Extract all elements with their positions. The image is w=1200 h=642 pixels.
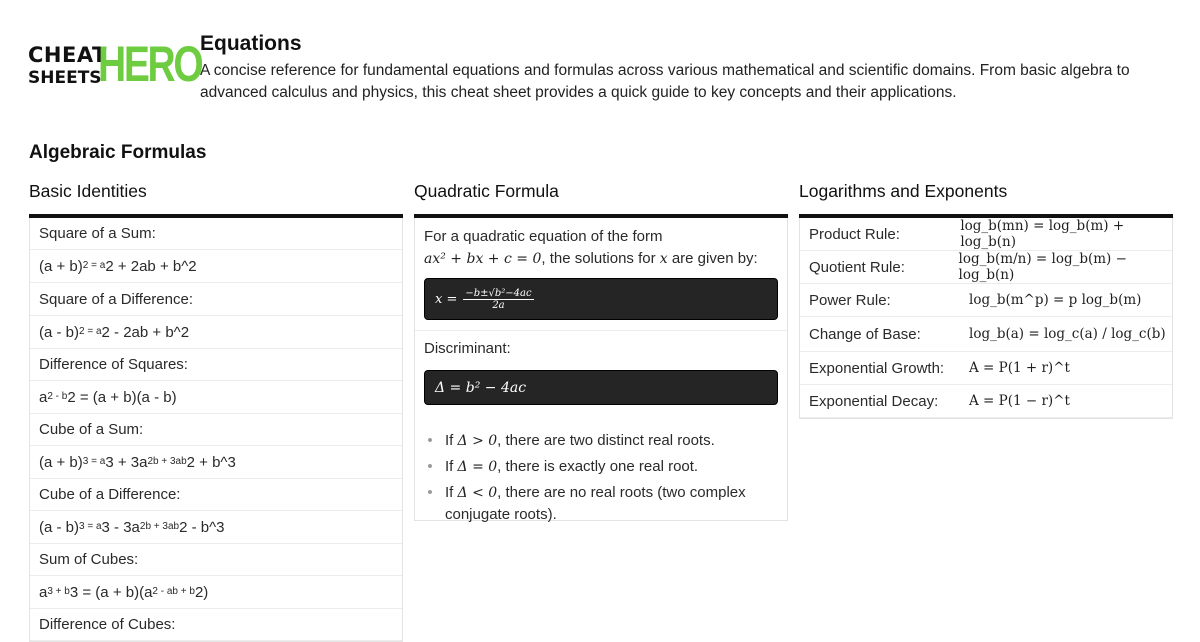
square-of-sum-label: Square of a Sum: (30, 218, 402, 250)
quotient-rule-formula: log_b(m/n) = log_b(m) − log_b(n) (958, 251, 1127, 283)
exponential-growth-formula: A = P(1 + r)^t (969, 360, 1070, 376)
cube-sum-part3: 2 + b^3 (186, 453, 236, 471)
square-of-difference-label: Square of a Difference: (30, 283, 402, 316)
basic-identities-card (29, 218, 403, 642)
quadratic-formula-column (414, 178, 788, 521)
quadratic-intro-equation: ax² + bx + c = 0 (424, 251, 542, 267)
sum-cubes-part3: 2) (194, 583, 209, 601)
list-item (415, 456, 787, 478)
logarithms-column (799, 178, 1173, 419)
quadratic-formula-box (424, 278, 778, 320)
case2-post: , there is exactly one real root. (497, 458, 699, 475)
basic-identities-title: Basic Identities (29, 181, 147, 201)
quadratic-intro-x: x (659, 251, 668, 267)
basic-identities-column (29, 178, 403, 642)
power-rule-row (800, 284, 1172, 317)
logarithms-card (799, 218, 1173, 419)
cube-of-sum-label: Cube of a Sum: (30, 414, 402, 446)
list-item (415, 430, 787, 452)
product-rule-formula: log_b(mn) = log_b(m) + log_b(n) (960, 218, 1125, 250)
bullet-icon: • (427, 458, 433, 475)
difference-of-squares-label: Difference of Squares: (30, 349, 402, 381)
bullet-icon: • (427, 432, 433, 449)
quadratic-intro-text1: For a quadratic equation of the form (424, 228, 663, 245)
change-of-base-formula: log_b(a) = log_c(a) / log_c(b) (969, 326, 1166, 342)
logo-sheets: SHEETS (28, 68, 102, 88)
discriminant-label: Discriminant: (424, 340, 511, 357)
case3-pre: If (445, 484, 458, 501)
case3-math: Δ < 0 (457, 485, 498, 501)
exponential-decay-label: Exponential Decay: (809, 392, 939, 410)
quotient-rule-label: Quotient Rule: (809, 258, 905, 276)
exponential-growth-label: Exponential Growth: (809, 359, 945, 377)
case1-post: , there are two distinct real roots. (497, 432, 715, 449)
logo-cheat: CHEAT (28, 43, 107, 67)
cube-sum-part1: (a + b) (39, 453, 83, 471)
square-of-sum-formula: (a + b) 2 = a 2 + 2ab + b^2 (30, 250, 402, 283)
product-rule-row (800, 218, 1172, 251)
power-rule-label: Power Rule: (809, 291, 891, 309)
case3-post: , there are no real roots (two complex conjugate roots). (445, 484, 746, 523)
exponential-decay-row (800, 385, 1172, 418)
difference-of-cubes-label: Difference of Cubes: (30, 609, 402, 641)
quadratic-formula-lhs: x = (435, 291, 458, 307)
quadratic-intro-text3: are given by: (667, 250, 758, 267)
quadratic-formula-numerator: −b±√b²−4ac (465, 287, 532, 299)
diff-sq-part2: 2 = (a + b)(a - b) (67, 388, 177, 406)
change-of-base-label: Change of Base: (809, 325, 921, 343)
cube-sum-part2: 3 + 3a (105, 453, 148, 471)
case1-math: Δ > 0 (457, 433, 498, 449)
sq-sum-part2: 2 + 2ab + b^2 (105, 257, 197, 275)
sq-sum-part1: (a + b) (39, 257, 83, 275)
quadratic-intro (415, 218, 787, 270)
exponential-decay-formula: A = P(1 − r)^t (969, 393, 1070, 409)
discriminant-cases-list (415, 430, 787, 526)
sq-diff-part1: (a - b) (39, 323, 80, 341)
sum-cubes-part1: a (39, 583, 48, 601)
case1-pre: If (445, 432, 458, 449)
cube-diff-part1: (a - b) (39, 518, 80, 536)
quotient-rule-row (800, 251, 1172, 284)
case2-pre: If (445, 458, 458, 475)
logo-hero: HERO (98, 36, 202, 92)
sum-of-cubes-formula: a 3 + b 3 = (a + b)(a 2 - ab + b 2) (30, 576, 402, 609)
exponential-growth-row (800, 352, 1172, 385)
quadratic-formula-denominator: 2a (492, 299, 505, 311)
product-rule-label: Product Rule: (809, 225, 900, 243)
cube-of-difference-label: Cube of a Difference: (30, 479, 402, 511)
power-rule-formula: log_b(m^p) = p log_b(m) (969, 292, 1142, 308)
page-description: A concise reference for fundamental equations and formulas across various mathematical and scientific domains. From basic algebra to advanced calculus and physics, this cheat sheet provides a quick guide to key concepts and their applications. (200, 62, 1130, 101)
quadratic-intro-text2: , the solutions for (541, 250, 660, 267)
logarithms-title: Logarithms and Exponents (799, 181, 1008, 201)
discriminant-box (424, 370, 778, 405)
bullet-icon: • (427, 484, 433, 501)
list-item (415, 482, 787, 526)
difference-of-squares-formula: a 2 - b 2 = (a + b)(a - b) (30, 381, 402, 414)
sum-cubes-part2: 3 = (a + b)(a (69, 583, 153, 601)
quadratic-formula-fraction (463, 288, 533, 311)
diff-sq-part1: a (39, 388, 48, 406)
cube-diff-part2: 3 - 3a (101, 518, 140, 536)
square-of-difference-formula: (a - b) 2 = a 2 - 2ab + b^2 (30, 316, 402, 349)
cube-of-sum-formula: (a + b) 3 = a 3 + 3a 2b + 3ab 2 + b^3 (30, 446, 402, 479)
section-title: Algebraic Formulas (29, 142, 207, 163)
cube-diff-part3: 2 - b^3 (179, 518, 225, 536)
cube-of-difference-formula: (a - b) 3 = a 3 - 3a 2b + 3ab 2 - b^3 (30, 511, 402, 544)
sum-of-cubes-label: Sum of Cubes: (30, 544, 402, 576)
quadratic-formula-title: Quadratic Formula (414, 181, 559, 201)
discriminant-formula: Δ = b² − 4ac (435, 379, 527, 396)
case2-math: Δ = 0 (457, 459, 498, 475)
cheatsheets-hero-logo[interactable] (28, 36, 202, 92)
sq-diff-part2: 2 - 2ab + b^2 (101, 323, 190, 341)
quadratic-formula-card (414, 218, 788, 521)
change-of-base-row (800, 317, 1172, 352)
page-title: Equations (200, 32, 302, 55)
